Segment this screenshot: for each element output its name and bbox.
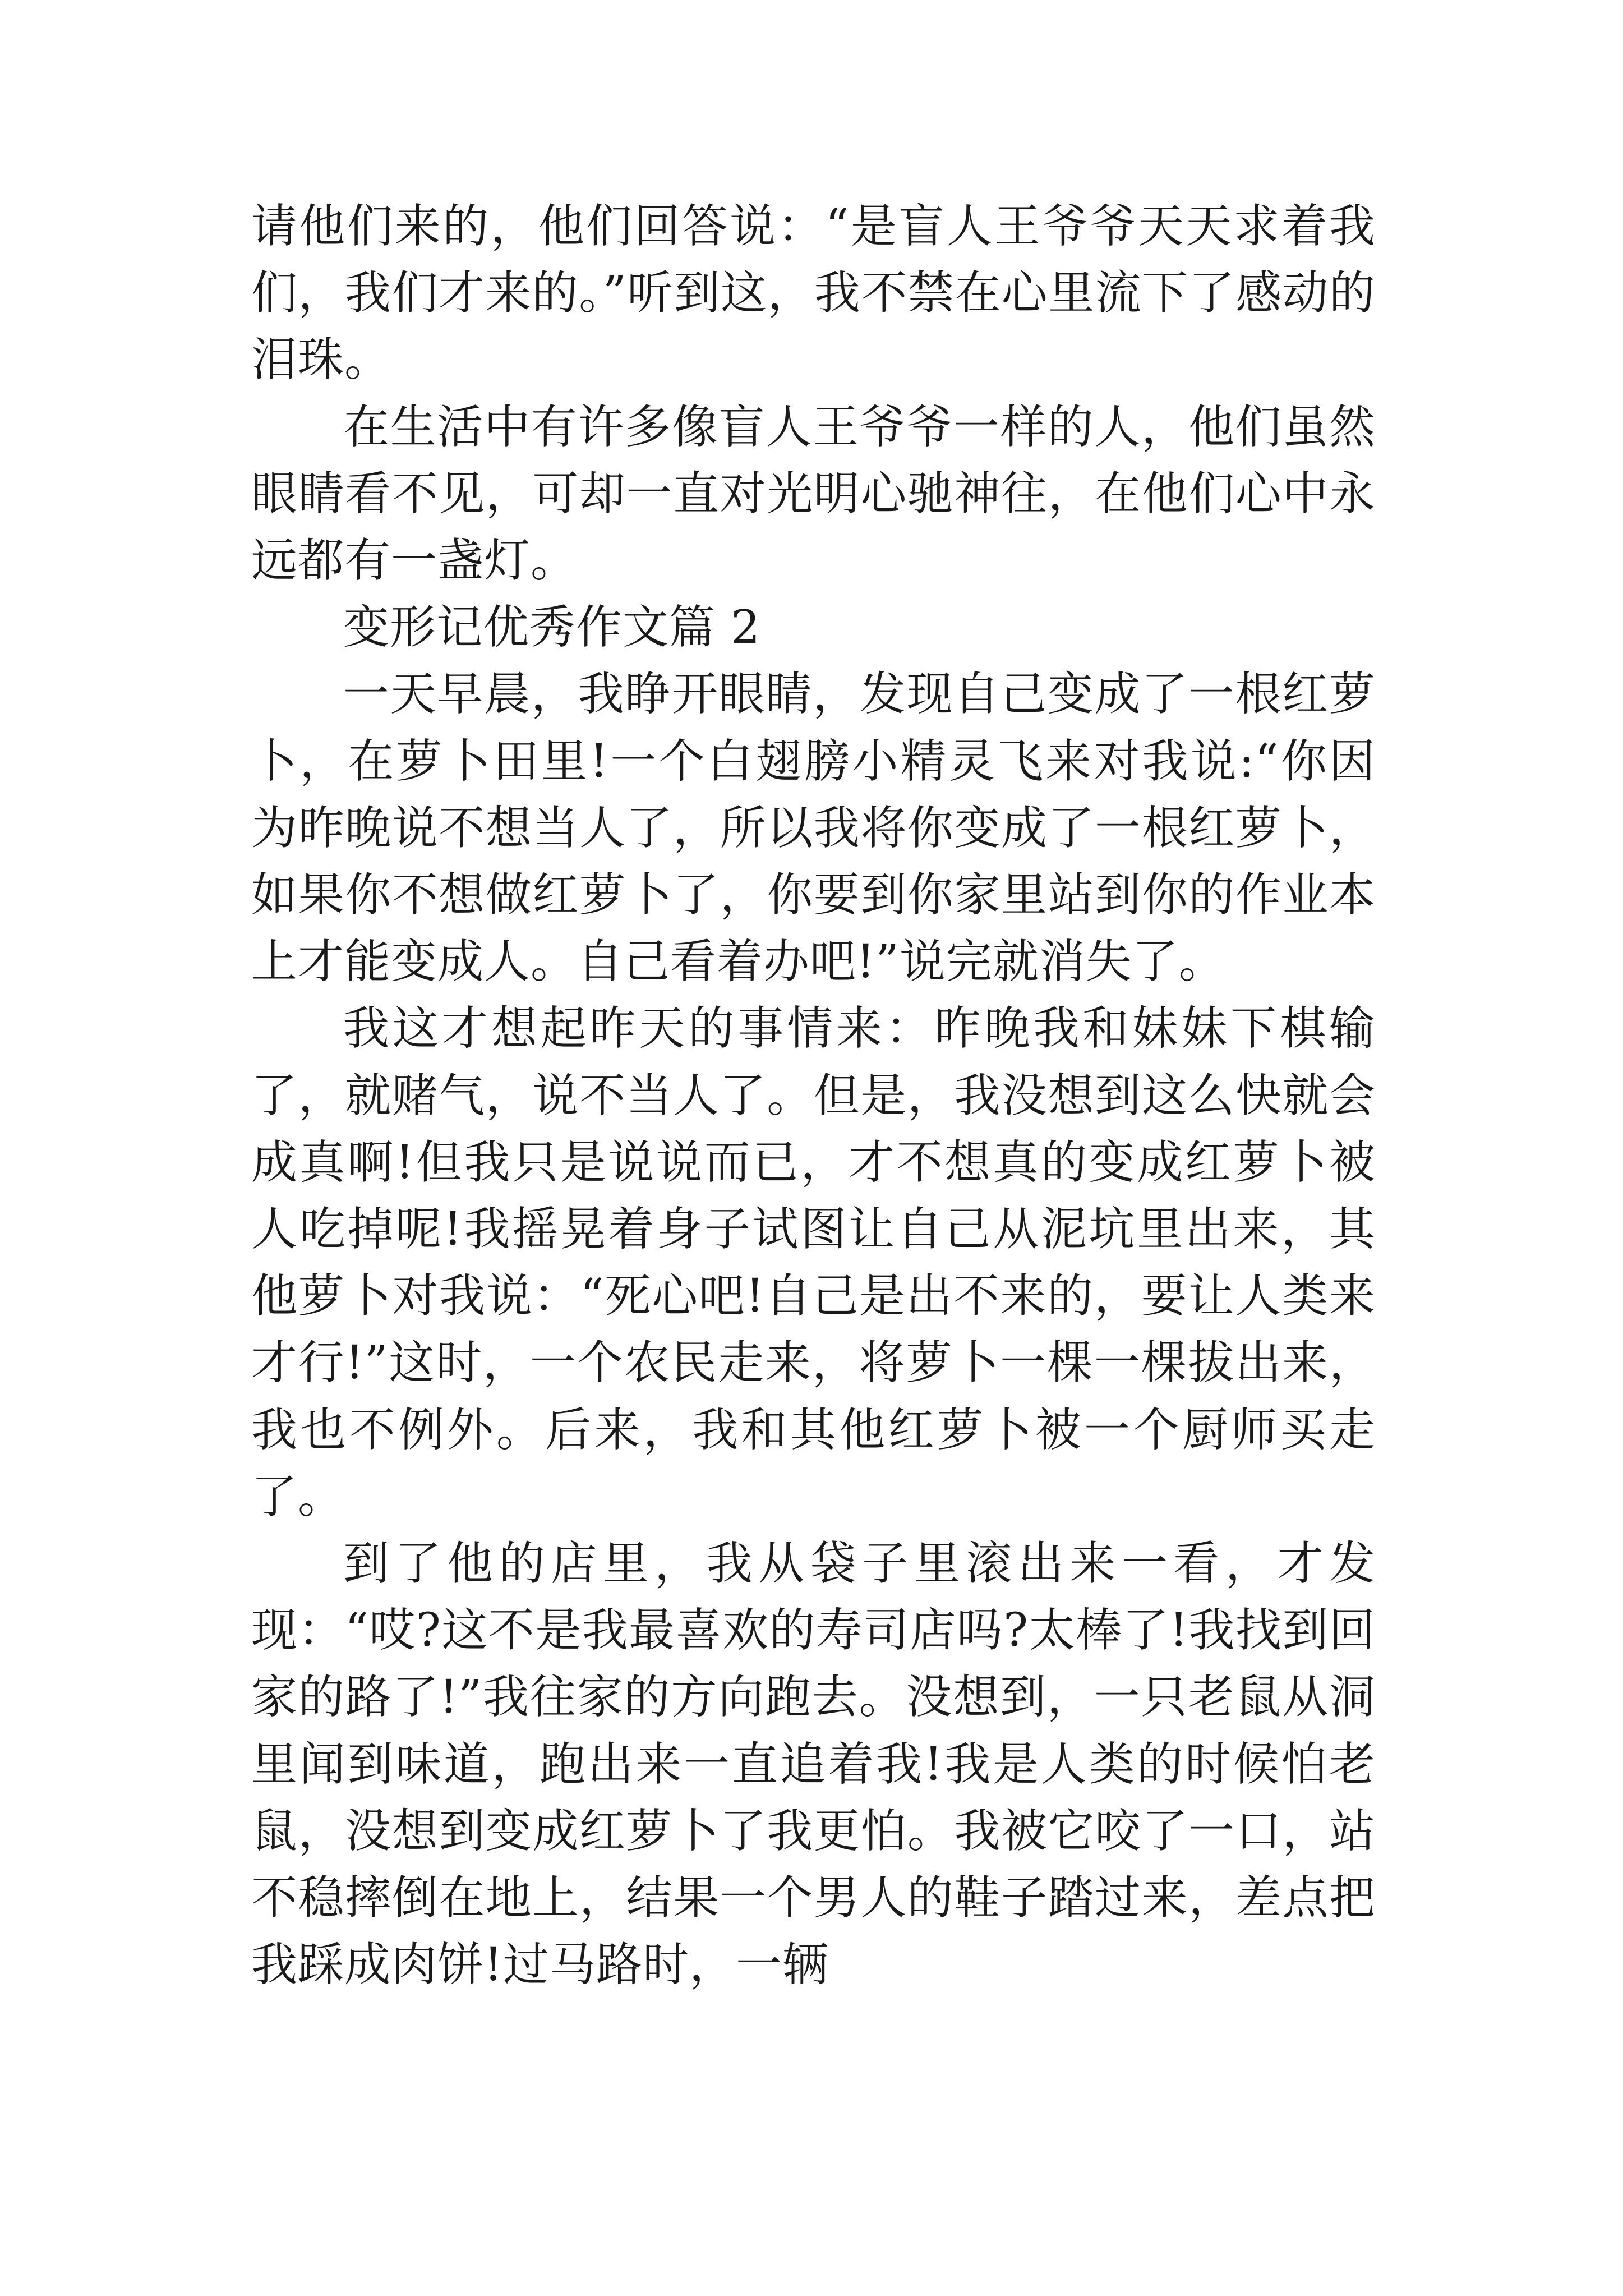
paragraph: 在生活中有许多像盲人王爷爷一样的人，他们虽然眼睛看不见，可却一直对光明心驰神往，在他们心中永远都有一盏灯。 <box>251 400 1376 588</box>
section-heading: 变形记优秀作文篇 2 <box>343 601 761 655</box>
story-paragraph: 一天早晨，我睁开眼睛，发现自己变成了一根红萝卜，在萝卜田里!一个白翅膀小精灵飞来对我说:“你因为昨晚说不想当人了，所以我将你变成了一根红萝卜，如果你不想做红萝卜了，你要到你家里站到你的作业本上才能变成人。自己看着办吧!”说完就消失了。 <box>251 668 1376 989</box>
story-paragraph: 到了他的店里，我从袋子里滚出来一看，才发现：“哎?这不是我最喜欢的寿司店吗?太棒了!我找到回家的路了!”我往家的方向跑去。没想到，一只老鼠从洞里闻到味道，跑出来一直追着我!我是人类的时候怕老鼠，没想到变成红萝卜了我更怕。我被它咬了一口，站不稳摔倒在地上，结果一个男人的鞋子踏过来，差点把我踩成肉饼!过马路时，一辆 <box>251 1537 1376 1992</box>
story-paragraph: 我这才想起昨天的事情来：昨晚我和妹妹下棋输了，就赌气，说不当人了。但是，我没想到这么快就会成真啊!但我只是说说而已，才不想真的变成红萝卜被人吃掉呢!我摇晃着身子试图让自己从泥坑里出来，其他萝卜对我说：“死心吧!自己是出不来的，要让人类来才行!”这时，一个农民走来，将萝卜一棵一棵拔出来，我也不例外。后来，我和其他红萝卜被一个厨师买走了。 <box>251 1002 1376 1524</box>
paragraph-continued: 请他们来的，他们回答说：“是盲人王爷爷天天求着我们，我们才来的。”听到这，我不禁在心里流下了感动的泪珠。 <box>251 200 1376 387</box>
document-body <box>251 193 1376 1998</box>
